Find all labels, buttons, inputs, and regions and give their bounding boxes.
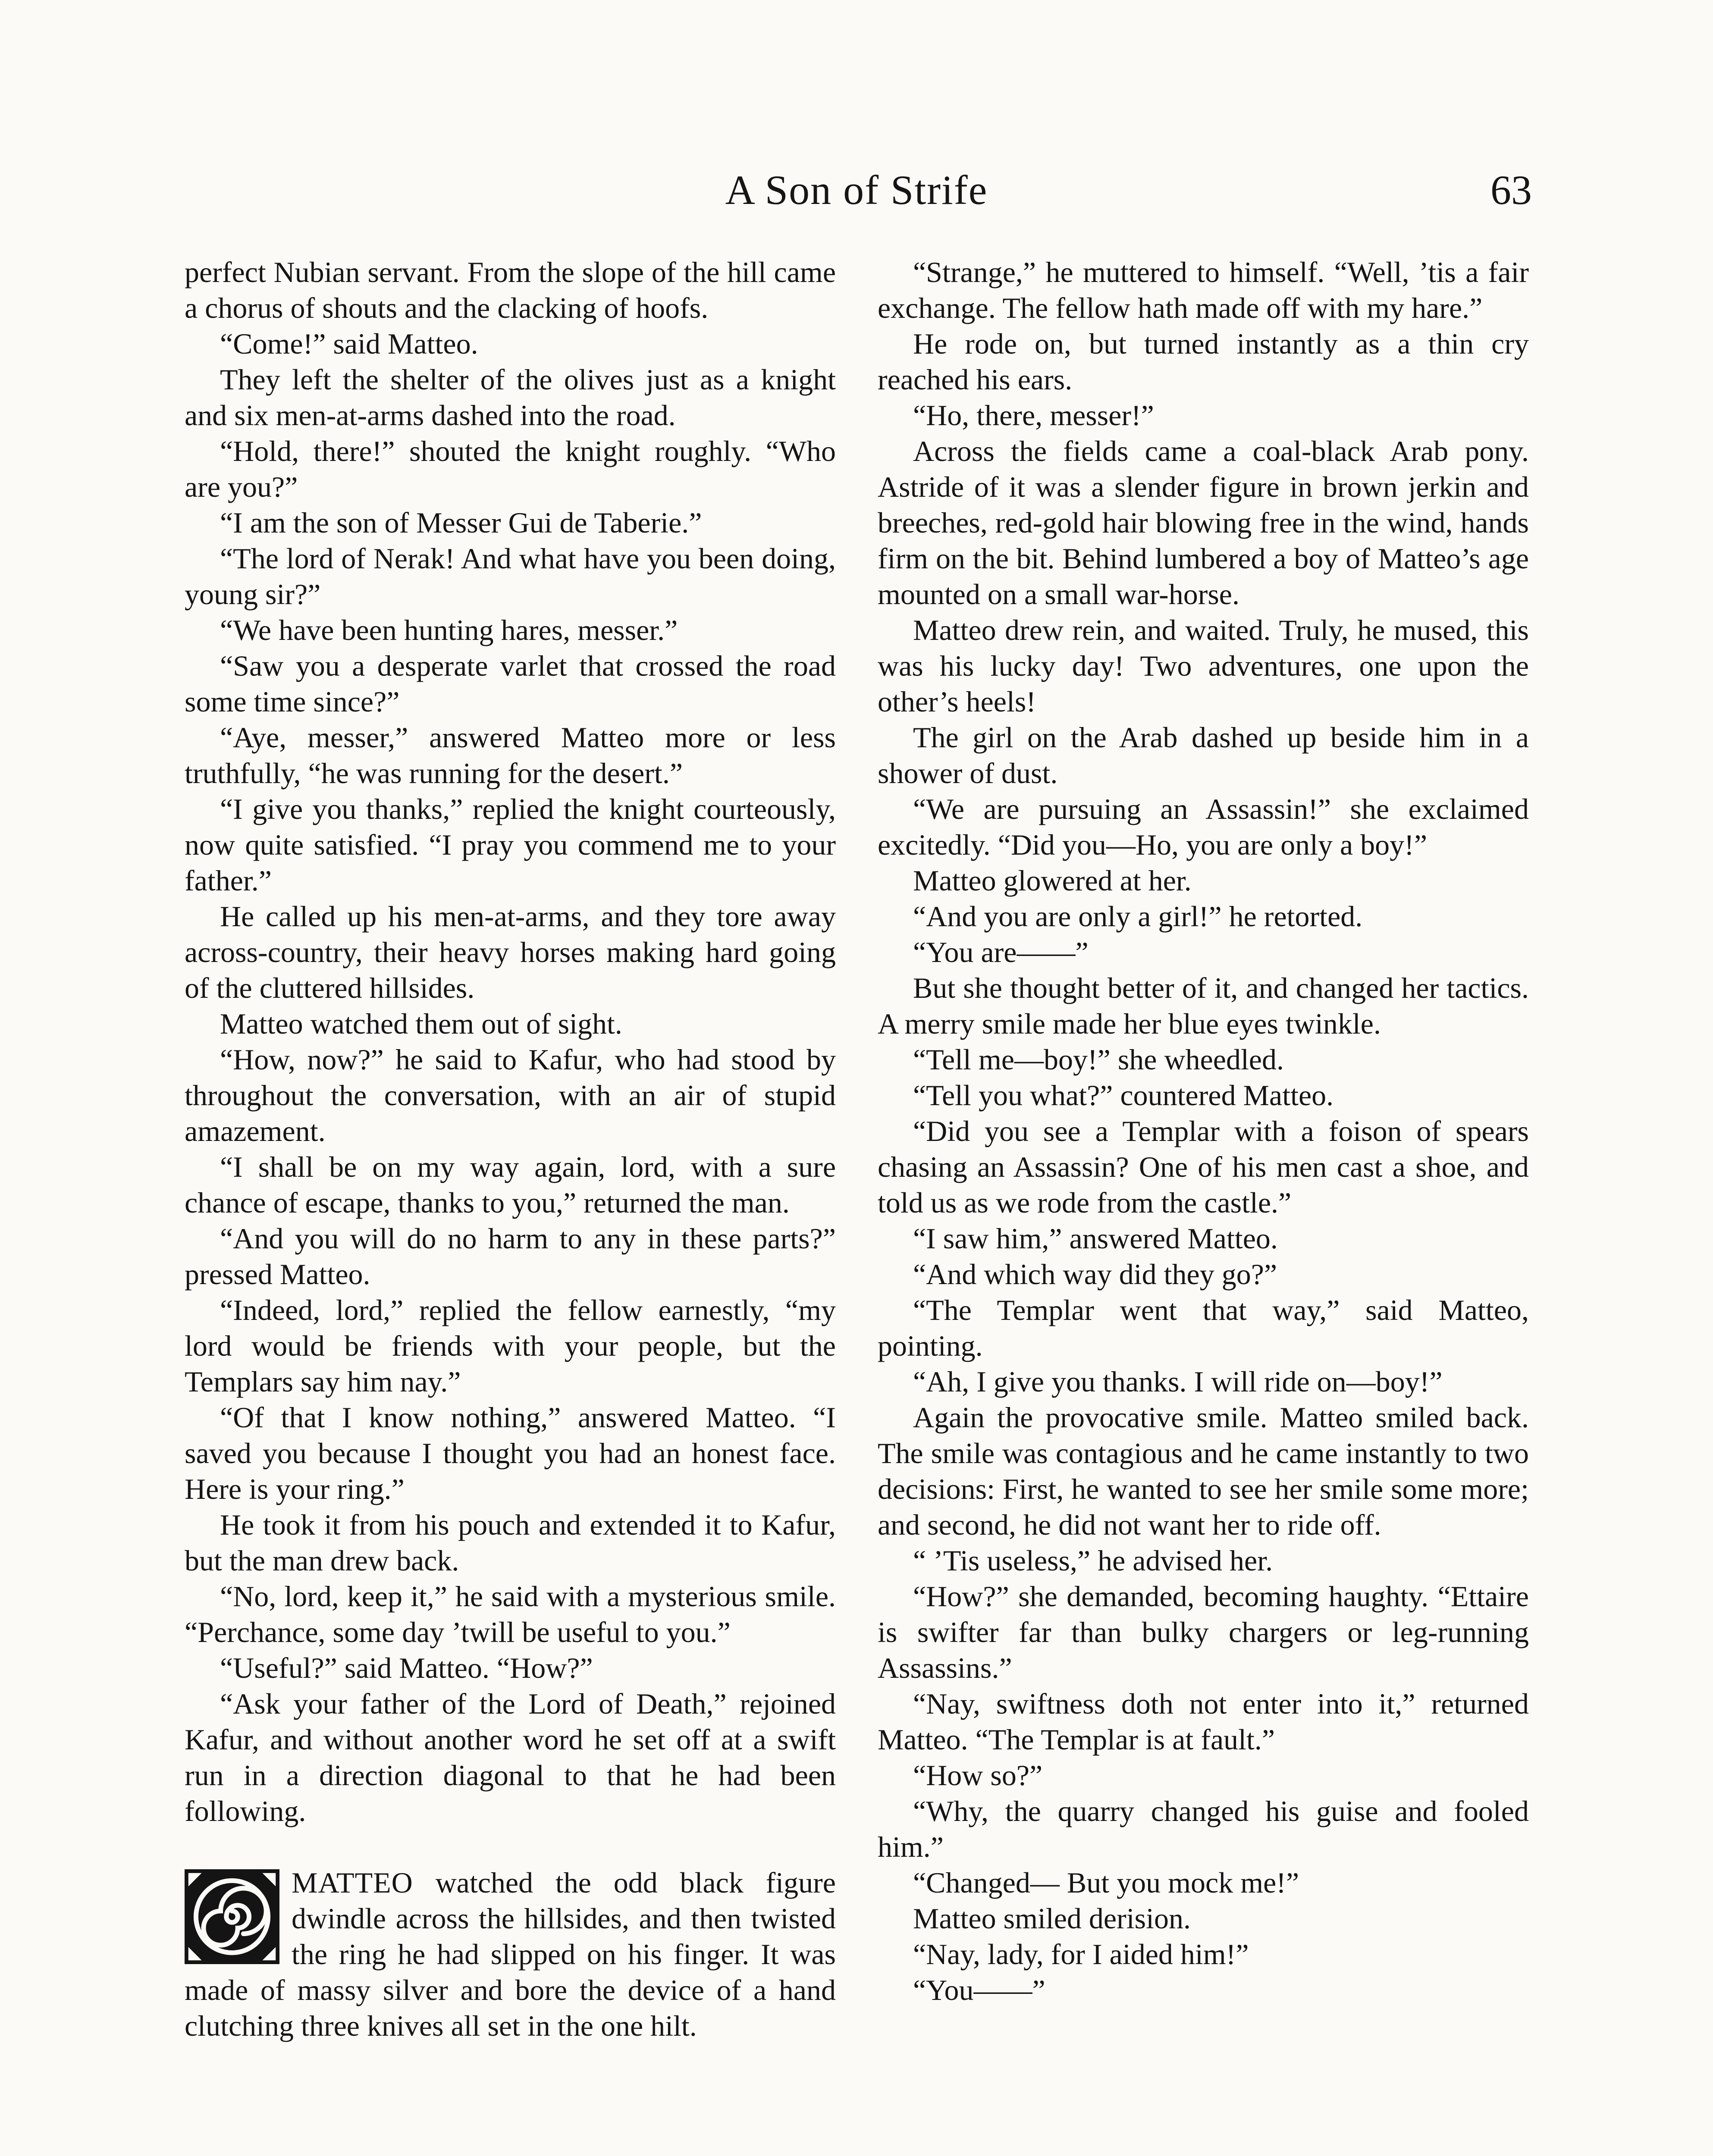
paragraph: “I shall be on my way again, lord, with a sure chance of escape, thanks to you,” returned the man.	[185, 1150, 836, 1219]
paragraph: “We are pursuing an Assassin!” she exclaimed excitedly. “Did you—Ho, you are only a boy!”	[878, 793, 1529, 861]
paragraph: “How, now?” he said to Kafur, who had stood by throughout the conversation, with an air of stupid amazement.	[185, 1043, 836, 1147]
paragraph: “Come!” said Matteo.	[220, 327, 478, 360]
left-column	[185, 254, 836, 2044]
paragraph: “Aye, messer,” answered Matteo more or less truthfully, “he was running for the desert.”	[185, 721, 836, 790]
section-opening-paragraph	[185, 1865, 836, 2044]
paragraph: “And which way did they go?”	[913, 1258, 1277, 1291]
spiral-ornament-icon	[185, 1869, 279, 1964]
paragraph: He rode on, but turned instantly as a thin cry reached his ears.	[878, 327, 1529, 396]
paragraph: “And you are only a girl!” he retorted.	[913, 900, 1363, 933]
paragraph: “Indeed, lord,” replied the fellow earnestly, “my lord would be friends with your people, but the Templars say him nay.”	[185, 1294, 836, 1398]
paragraph: Matteo watched them out of sight.	[220, 1007, 622, 1040]
paragraph: “Did you see a Templar with a foison of spears chasing an Assassin? One of his men cast a shoe, and told us as we rode from the castle.”	[878, 1115, 1529, 1219]
page-number: 63	[1490, 167, 1532, 213]
paragraph: perfect Nubian servant. From the slope of the hill came a chorus of shouts and the clacking of hoofs.	[185, 256, 836, 324]
paragraph: “Useful?” said Matteo. “How?”	[220, 1651, 593, 1684]
paragraph: “Why, the quarry changed his guise and fooled him.”	[878, 1795, 1529, 1863]
paragraph: “Tell me—boy!” she wheedled.	[913, 1043, 1284, 1076]
paragraph: “I saw him,” answered Matteo.	[913, 1222, 1278, 1255]
paragraph: “The Templar went that way,” said Matteo, pointing.	[878, 1294, 1529, 1362]
paragraph: Matteo glowered at her.	[913, 864, 1192, 897]
paragraph: “I am the son of Messer Gui de Taberie.”	[220, 506, 702, 539]
paragraph: “Changed— But you mock me!”	[913, 1866, 1299, 1899]
paragraph: “Ask your father of the Lord of Death,” rejoined Kafur, and without another word he set off at a swift run in a direction diagonal to that he had been following.	[185, 1687, 836, 1827]
paragraph: “Of that I know nothing,” answered Matteo. “I saved you because I thought you had an honest face. Here is your ring.”	[185, 1401, 836, 1505]
paragraph: “Tell you what?” countered Matteo.	[913, 1079, 1334, 1112]
paragraph: “Saw you a desperate varlet that crossed the road some time since?”	[185, 649, 836, 718]
paragraph: “The lord of Nerak! And what have you been doing, young sir?”	[185, 542, 836, 611]
page-header	[0, 166, 1713, 222]
right-column	[878, 254, 1529, 2008]
paragraph: “Nay, swiftness doth not enter into it,” returned Matteo. “The Templar is at fault.”	[878, 1687, 1529, 1756]
paragraph: “Ho, there, messer!”	[913, 399, 1154, 432]
section-paragraph-text: watched the odd black figure dwindle across the hillsides, and then twisted the ring he had slipped on his finger. It was made of massy silver and bore the device of a hand clutching three knives all set in the one hilt.	[185, 1866, 836, 2042]
paragraph: “We have been hunting hares, messer.”	[220, 614, 678, 646]
paragraph: The girl on the Arab dashed up beside him in a shower of dust.	[878, 721, 1529, 790]
paragraph: “ ’Tis useless,” he advised her.	[913, 1544, 1273, 1577]
paragraph: “Ah, I give you thanks. I will ride on—boy!”	[913, 1365, 1443, 1398]
paragraph: “I give you thanks,” replied the knight courteously, now quite satisfied. “I pray you commend me to your father.”	[185, 793, 836, 897]
paragraph: Again the provocative smile. Matteo smiled back. The smile was contagious and he came instantly to two decisions: First, he wanted to see her smile some more; and second, he did not want her to ride off.	[878, 1401, 1529, 1541]
paragraph: Matteo smiled derision.	[913, 1902, 1191, 1935]
paragraph: “No, lord, keep it,” he said with a mysterious smile. “Perchance, some day ’twill be useful to you.”	[185, 1580, 836, 1648]
paragraph: “And you will do no harm to any in these parts?” pressed Matteo.	[185, 1222, 836, 1291]
paragraph: “You are——”	[913, 936, 1089, 968]
paragraph: Across the fields came a coal-black Arab pony. Astride of it was a slender figure in brown jerkin and breeches, red-gold hair blowing free in the wind, hands firm on the bit. Behind lumbered a boy of Matteo’s age mounted on a small war-horse.	[878, 435, 1529, 611]
paragraph: They left the shelter of the olives just as a knight and six men-at-arms dashed into the road.	[185, 363, 836, 432]
paragraph: But she thought better of it, and changed her tactics. A merry smile made her blue eyes twinkle.	[878, 971, 1529, 1040]
section-break	[185, 1829, 836, 1865]
paragraph: “How so?”	[913, 1759, 1043, 1792]
paragraph: “Nay, lady, for I aided him!”	[913, 1938, 1249, 1971]
paragraph: Matteo drew rein, and waited. Truly, he mused, this was his lucky day! Two adventures, one upon the other’s heels!	[878, 614, 1529, 718]
paragraph: He took it from his pouch and extended it to Kafur, but the man drew back.	[185, 1508, 836, 1577]
paragraph: “You——”	[913, 1974, 1045, 2006]
paragraph: “How?” she demanded, becoming haughty. “Ettaire is swifter far than bulky chargers or leg-running Assassins.”	[878, 1580, 1529, 1684]
section-lead-word: MATTEO	[292, 1866, 413, 1899]
running-title: A Son of Strife	[725, 167, 988, 213]
paragraph: “Hold, there!” shouted the knight roughly. “Who are you?”	[185, 435, 836, 503]
paragraph: He called up his men-at-arms, and they tore away across-country, their heavy horses making hard going of the cluttered hillsides.	[185, 900, 836, 1004]
paragraph: “Strange,” he muttered to himself. “Well, ’tis a fair exchange. The fellow hath made off with my hare.”	[878, 256, 1529, 324]
